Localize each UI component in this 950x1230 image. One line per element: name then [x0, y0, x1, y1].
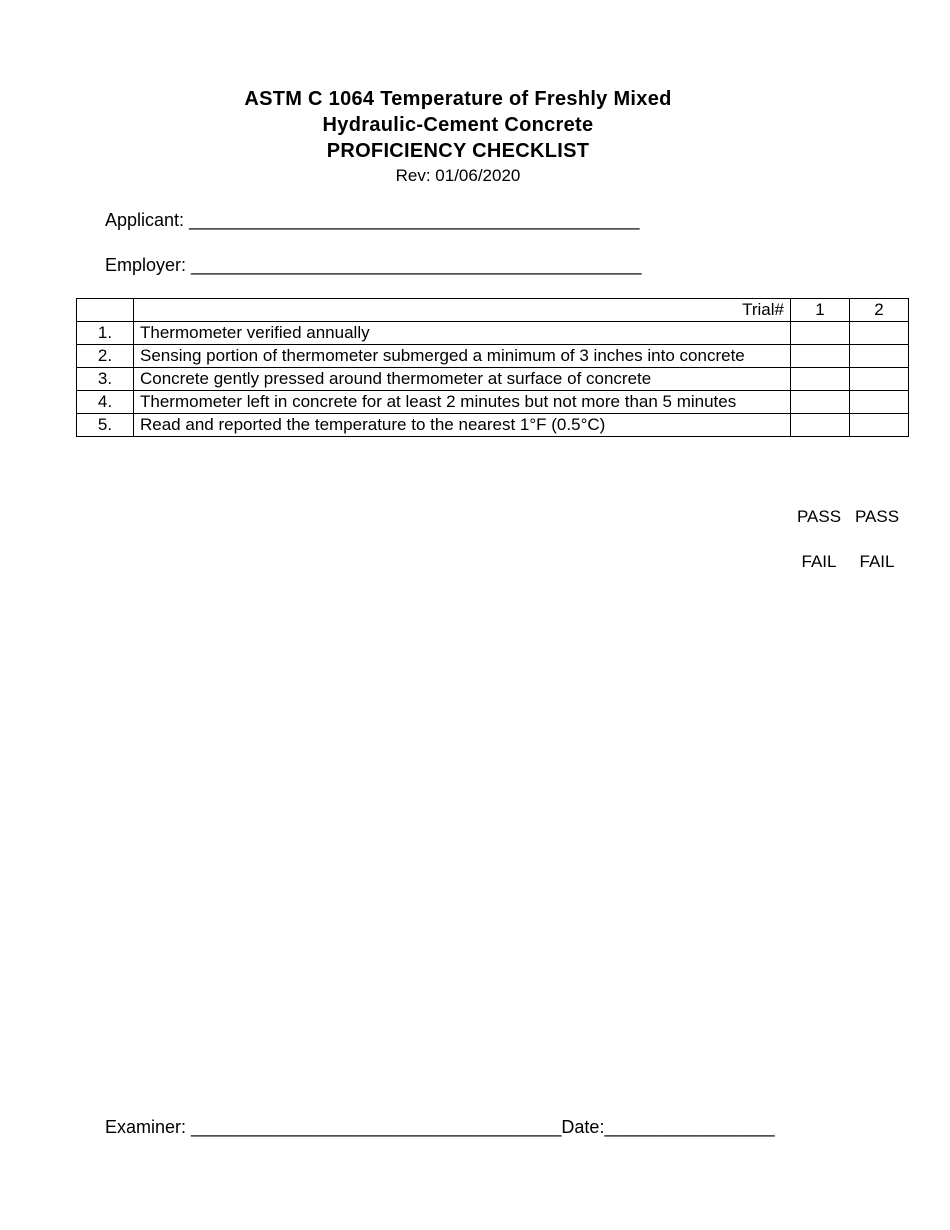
trial-1-cell[interactable]: [791, 368, 850, 391]
trial-2-cell[interactable]: [850, 322, 909, 345]
trial-2-cell[interactable]: [850, 414, 909, 437]
table-row: [77, 414, 909, 437]
pass-row: [790, 506, 915, 528]
row-description: Thermometer left in concrete for at least 2 minutes but not more than 5 minutes: [134, 391, 791, 414]
trial-column-1-header: 1: [791, 299, 850, 322]
trial-1-cell[interactable]: [791, 414, 850, 437]
revision-date: Rev: 01/06/2020: [395, 166, 521, 185]
trial-label: Trial#: [134, 299, 791, 322]
table-header-row: [77, 299, 909, 322]
trial-2-cell[interactable]: [850, 368, 909, 391]
trial-1-cell[interactable]: [791, 345, 850, 368]
table-row: [77, 345, 909, 368]
header-num-cell: [77, 299, 134, 322]
row-number: 5.: [77, 414, 134, 437]
trial-column-2-header: 2: [850, 299, 909, 322]
trial-2-cell[interactable]: [850, 391, 909, 414]
row-description: Read and reported the temperature to the nearest 1°F (0.5°C): [134, 414, 791, 437]
fail-row: [790, 551, 915, 573]
row-number: 4.: [77, 391, 134, 414]
checklist-table: [76, 298, 909, 437]
row-description: Sensing portion of thermometer submerged a minimum of 3 inches into concrete: [134, 345, 791, 368]
employer-field[interactable]: Employer: _____________________________________________: [105, 255, 642, 275]
row-number: 3.: [77, 368, 134, 391]
title-line-2: Hydraulic-Cement Concrete: [322, 114, 594, 136]
table-row: [77, 368, 909, 391]
pass-option-trial-1[interactable]: PASS: [796, 507, 842, 526]
trial-1-cell[interactable]: [791, 322, 850, 345]
table-row: [77, 391, 909, 414]
title-line-3: PROFICIENCY CHECKLIST: [326, 140, 590, 162]
pass-option-trial-2[interactable]: PASS: [854, 507, 900, 526]
row-number: 2.: [77, 345, 134, 368]
applicant-field[interactable]: Applicant: _____________________________________________: [105, 210, 640, 230]
row-description: Concrete gently pressed around thermometer at surface of concrete: [134, 368, 791, 391]
fail-option-trial-2[interactable]: FAIL: [859, 552, 895, 571]
examiner-date-field[interactable]: Examiner: _____________________________________Date:_________________: [105, 1117, 775, 1137]
row-description: Thermometer verified annually: [134, 322, 791, 345]
fail-option-trial-1[interactable]: FAIL: [801, 552, 837, 571]
table-row: [77, 322, 909, 345]
row-number: 1.: [77, 322, 134, 345]
trial-1-cell[interactable]: [791, 391, 850, 414]
title-line-1: ASTM C 1064 Temperature of Freshly Mixed: [244, 88, 672, 110]
trial-2-cell[interactable]: [850, 345, 909, 368]
document-header: [0, 86, 916, 188]
